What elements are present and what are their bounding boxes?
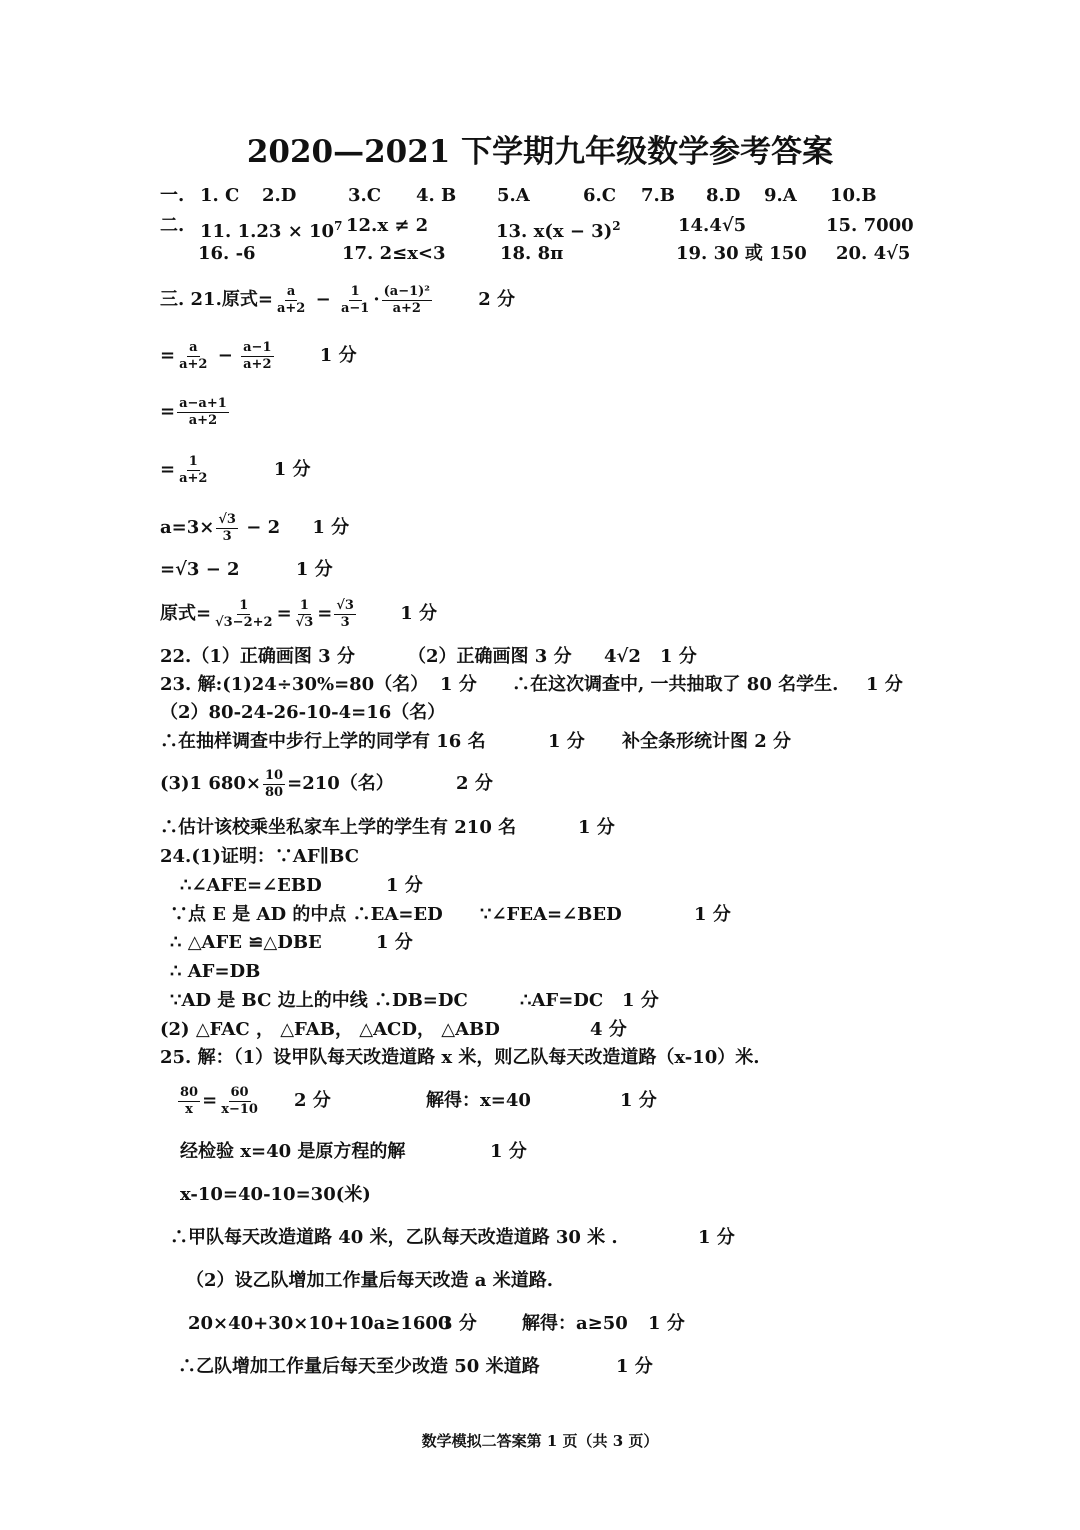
denominator: a+2 — [243, 356, 272, 372]
eq-prefix: = — [160, 459, 176, 480]
score: 1 分 — [648, 1313, 685, 1334]
numerator: 1 — [239, 597, 249, 613]
score: 1 分 — [440, 674, 477, 695]
a-prefix: a=3× — [160, 517, 215, 538]
fraction — [213, 598, 274, 631]
fraction — [177, 396, 229, 429]
q25-text: （2）设乙队增加工作量后每天改造 a 米道路. — [186, 1270, 553, 1291]
eq-text: =√3 − 2 — [160, 559, 240, 580]
minus-sign: − — [217, 345, 233, 366]
answer-10: 10.B — [830, 185, 877, 206]
answer-9: 9.A — [764, 185, 797, 206]
score: 1 分 — [376, 932, 413, 953]
answer-13-exp: 2 — [612, 219, 621, 233]
score: 1 分 — [548, 731, 585, 752]
fraction — [382, 284, 432, 317]
q24-text: ∵AD 是 BC 边上的中线 ∴DB=DC — [170, 990, 468, 1011]
answer-4: 4. B — [416, 185, 457, 206]
page-title: 2020—2021 下学期九年级数学参考答案 — [246, 134, 834, 170]
q23-line-5 — [160, 817, 1060, 839]
q25-line-3 — [180, 1141, 1060, 1163]
q24-line-5 — [170, 961, 260, 983]
q25-line-8 — [178, 1356, 1048, 1378]
fraction — [216, 512, 238, 545]
q23-line-2 — [160, 702, 445, 724]
denominator: x−10 — [221, 1101, 258, 1117]
q21-line-3 — [160, 392, 231, 432]
q24-line-4 — [170, 932, 1050, 954]
score: 2 分 — [294, 1090, 331, 1111]
section-1 — [0, 185, 1080, 207]
equals-sign: = — [317, 603, 333, 624]
answer-6: 6.C — [583, 185, 617, 206]
fraction — [241, 340, 273, 373]
q25-line-7 — [188, 1313, 1048, 1335]
numerator: (a−1)² — [383, 283, 430, 299]
numerator: 1 — [188, 453, 198, 469]
denominator: 3 — [340, 614, 350, 630]
q21-line-1 — [160, 280, 515, 320]
numerator: 60 — [230, 1084, 249, 1100]
q23-prefix: (3)1 680× — [160, 773, 262, 794]
q22-line — [160, 646, 1060, 668]
numerator: √3 — [336, 597, 354, 613]
denominator: a+2 — [179, 470, 208, 486]
score: 2 分 — [456, 773, 493, 794]
numerator: 80 — [180, 1084, 199, 1100]
eq-prefix: = — [160, 401, 176, 422]
numerator: 10 — [265, 767, 284, 783]
q25-text: 经检验 x=40 是原方程的解 — [180, 1141, 406, 1162]
q25-line-6 — [186, 1270, 553, 1292]
score: 1 分 — [295, 559, 333, 580]
q21-line-4 — [160, 450, 311, 490]
q24-line-3 — [170, 904, 1050, 926]
q25-line-4 — [180, 1184, 371, 1206]
q23-conclusion: ∴在这次调查中, 一共抽取了 80 名学生. — [512, 674, 839, 695]
answer-19: 19. 30 或 150 — [676, 243, 807, 264]
q25-text: 解得：a≥50 — [522, 1313, 628, 1334]
q24-text: ∵点 E 是 AD 的中点 ∴EA=ED — [170, 904, 443, 925]
q22-part-3: 4√2 — [604, 646, 641, 667]
fraction — [177, 340, 209, 373]
dot-sign: · — [373, 289, 380, 310]
score: 1 分 — [866, 674, 903, 695]
q24-text: ∴ △AFE ≌△DBE — [170, 932, 322, 953]
q23-text: 23. 解:(1)24÷30%=80（名） — [160, 674, 429, 695]
q23-line-3 — [160, 731, 1060, 753]
answer-16: 16. -6 — [198, 243, 256, 264]
fraction — [178, 1085, 200, 1118]
fraction — [339, 284, 371, 317]
q24-text: ∴ AF=DB — [170, 961, 261, 982]
fraction — [177, 454, 209, 487]
fraction — [334, 598, 356, 631]
score: 1 分 — [400, 603, 438, 624]
q25-text: 20×40+30×10+10a≥1600 — [188, 1313, 451, 1334]
score: 4 分 — [590, 1019, 627, 1040]
score: 1 分 — [694, 904, 731, 925]
numerator: a−a+1 — [179, 395, 227, 411]
q25-text: x-10=40-10=30(米) — [180, 1184, 371, 1205]
answer-20: 20. 4√5 — [836, 243, 911, 264]
q25-line-5 — [170, 1227, 1050, 1249]
q21-line-5 — [160, 508, 349, 548]
q23-text: ∴在抽样调查中步行上学的同学有 16 名 — [160, 731, 486, 752]
q22-part-1: 22.（1）正确画图 3 分 — [160, 646, 355, 667]
answer-13-text: 13. x(x − 3) — [496, 221, 613, 242]
q25-equation — [176, 1081, 262, 1121]
score: 2 分 — [478, 289, 516, 310]
answer-13 — [496, 215, 621, 243]
numerator: 1 — [299, 597, 309, 613]
a-suffix: − 2 — [246, 517, 281, 538]
score: 1 分 — [616, 1356, 653, 1377]
q23-line-4 — [160, 764, 493, 804]
answer-15: 15. 7000 — [826, 215, 914, 236]
q23-text: 补全条形统计图 2 分 — [622, 731, 792, 752]
score: 1 分 — [319, 345, 357, 366]
q24-text: ∴AF=DC — [520, 990, 604, 1011]
denominator: a+2 — [179, 356, 208, 372]
numerator: √3 — [218, 511, 236, 527]
score: 1 分 — [273, 459, 311, 480]
q24-line-6 — [170, 990, 1050, 1012]
numerator: a — [189, 339, 198, 355]
section-2-label: 二. — [160, 215, 185, 236]
q21-line-6 — [160, 559, 333, 581]
q24-text: ∵∠FEA=∠BED — [480, 904, 622, 925]
eq-prefix: = — [160, 345, 176, 366]
denominator: x — [185, 1101, 193, 1117]
answer-7: 7.B — [641, 185, 676, 206]
q23-line-1 — [160, 674, 1060, 696]
answer-8: 8.D — [706, 185, 741, 206]
score: 1 分 — [386, 875, 423, 896]
q24-text: (2) △FAC ， △FAB， △ACD， △ABD — [160, 1019, 500, 1040]
q24-line-2 — [180, 875, 1060, 897]
answer-14: 14.4√5 — [678, 215, 747, 236]
denominator: a+2 — [276, 300, 306, 316]
q25-text: ∴甲队每天改造道路 40 米，乙队每天改造道路 30 米 . — [170, 1227, 618, 1248]
q21-prefix: 三. 21.原式= — [160, 289, 273, 310]
score: 1 分 — [698, 1227, 735, 1248]
q25-text: ∴乙队增加工作量后每天至少改造 50 米道路 — [178, 1356, 540, 1377]
q24-line-7 — [160, 1019, 1040, 1041]
q23-suffix: =210（名） — [287, 773, 394, 794]
fraction — [263, 768, 285, 801]
denominator: 3 — [222, 528, 232, 544]
fraction — [275, 284, 307, 317]
minus-sign: − — [315, 289, 331, 310]
q24-text: ∴∠AFE=∠EBD — [180, 875, 322, 896]
q21-line-7 — [160, 594, 437, 634]
answer-3: 3.C — [348, 185, 382, 206]
denominator: a+2 — [392, 300, 421, 316]
q24-line-1 — [160, 846, 359, 868]
answer-18: 18. 8π — [500, 243, 564, 264]
denominator: a−1 — [340, 300, 370, 316]
q22-score: 1 分 — [660, 646, 697, 667]
denominator: √3−2+2 — [215, 614, 273, 630]
score: 1 分 — [312, 517, 350, 538]
q25-text: 25. 解：（1）设甲队每天改造道路 x 米，则乙队每天改造道路（x-10）米. — [160, 1047, 760, 1068]
denominator: √3 — [295, 614, 314, 630]
q23-text: ∴估计该校乘坐私家车上学的学生有 210 名 — [160, 817, 517, 838]
q25-text: 解得：x=40 — [426, 1090, 531, 1111]
denominator: a+2 — [188, 412, 218, 428]
fraction — [219, 1085, 260, 1118]
result-prefix: 原式= — [160, 603, 212, 624]
equals-sign: = — [276, 603, 292, 624]
score: 1 分 — [490, 1141, 527, 1162]
numerator: 1 — [350, 283, 360, 299]
section-1-label: 一. — [160, 185, 185, 206]
score: 1 分 — [622, 990, 659, 1011]
answer-1: 1. C — [200, 185, 240, 206]
numerator: a−1 — [243, 339, 272, 355]
numerator: a — [286, 283, 296, 299]
q25-line-2 — [176, 1081, 1056, 1121]
score: 3 分 — [440, 1313, 477, 1334]
section-2-row-1 — [0, 215, 1080, 242]
answer-2: 2.D — [262, 185, 297, 206]
score: 1 分 — [620, 1090, 657, 1111]
q24-text: 24.(1)证明：∵AF∥BC — [160, 846, 360, 867]
answer-17: 17. 2≤x<3 — [342, 243, 446, 264]
answer-5: 5.A — [497, 185, 530, 206]
q23-text: （2）80-24-26-10-4=16（名） — [160, 702, 446, 723]
q22-part-2: （2）正确画图 3 分 — [408, 646, 572, 667]
score: 1 分 — [578, 817, 615, 838]
answer-11-text: 11. 1.23 × 10 — [200, 221, 335, 242]
answer-11 — [200, 215, 342, 243]
q21-line-2 — [160, 336, 357, 376]
answer-11-exp: 7 — [334, 219, 343, 233]
section-2-row-2 — [0, 243, 1080, 265]
page-footer: 数学模拟二答案第 1 页（共 3 页） — [421, 1432, 659, 1450]
denominator: 80 — [265, 784, 284, 800]
answer-12: 12.x ≠ 2 — [346, 215, 429, 236]
q25-line-1 — [160, 1047, 760, 1069]
fraction — [294, 598, 316, 631]
equals-sign: = — [202, 1090, 218, 1111]
